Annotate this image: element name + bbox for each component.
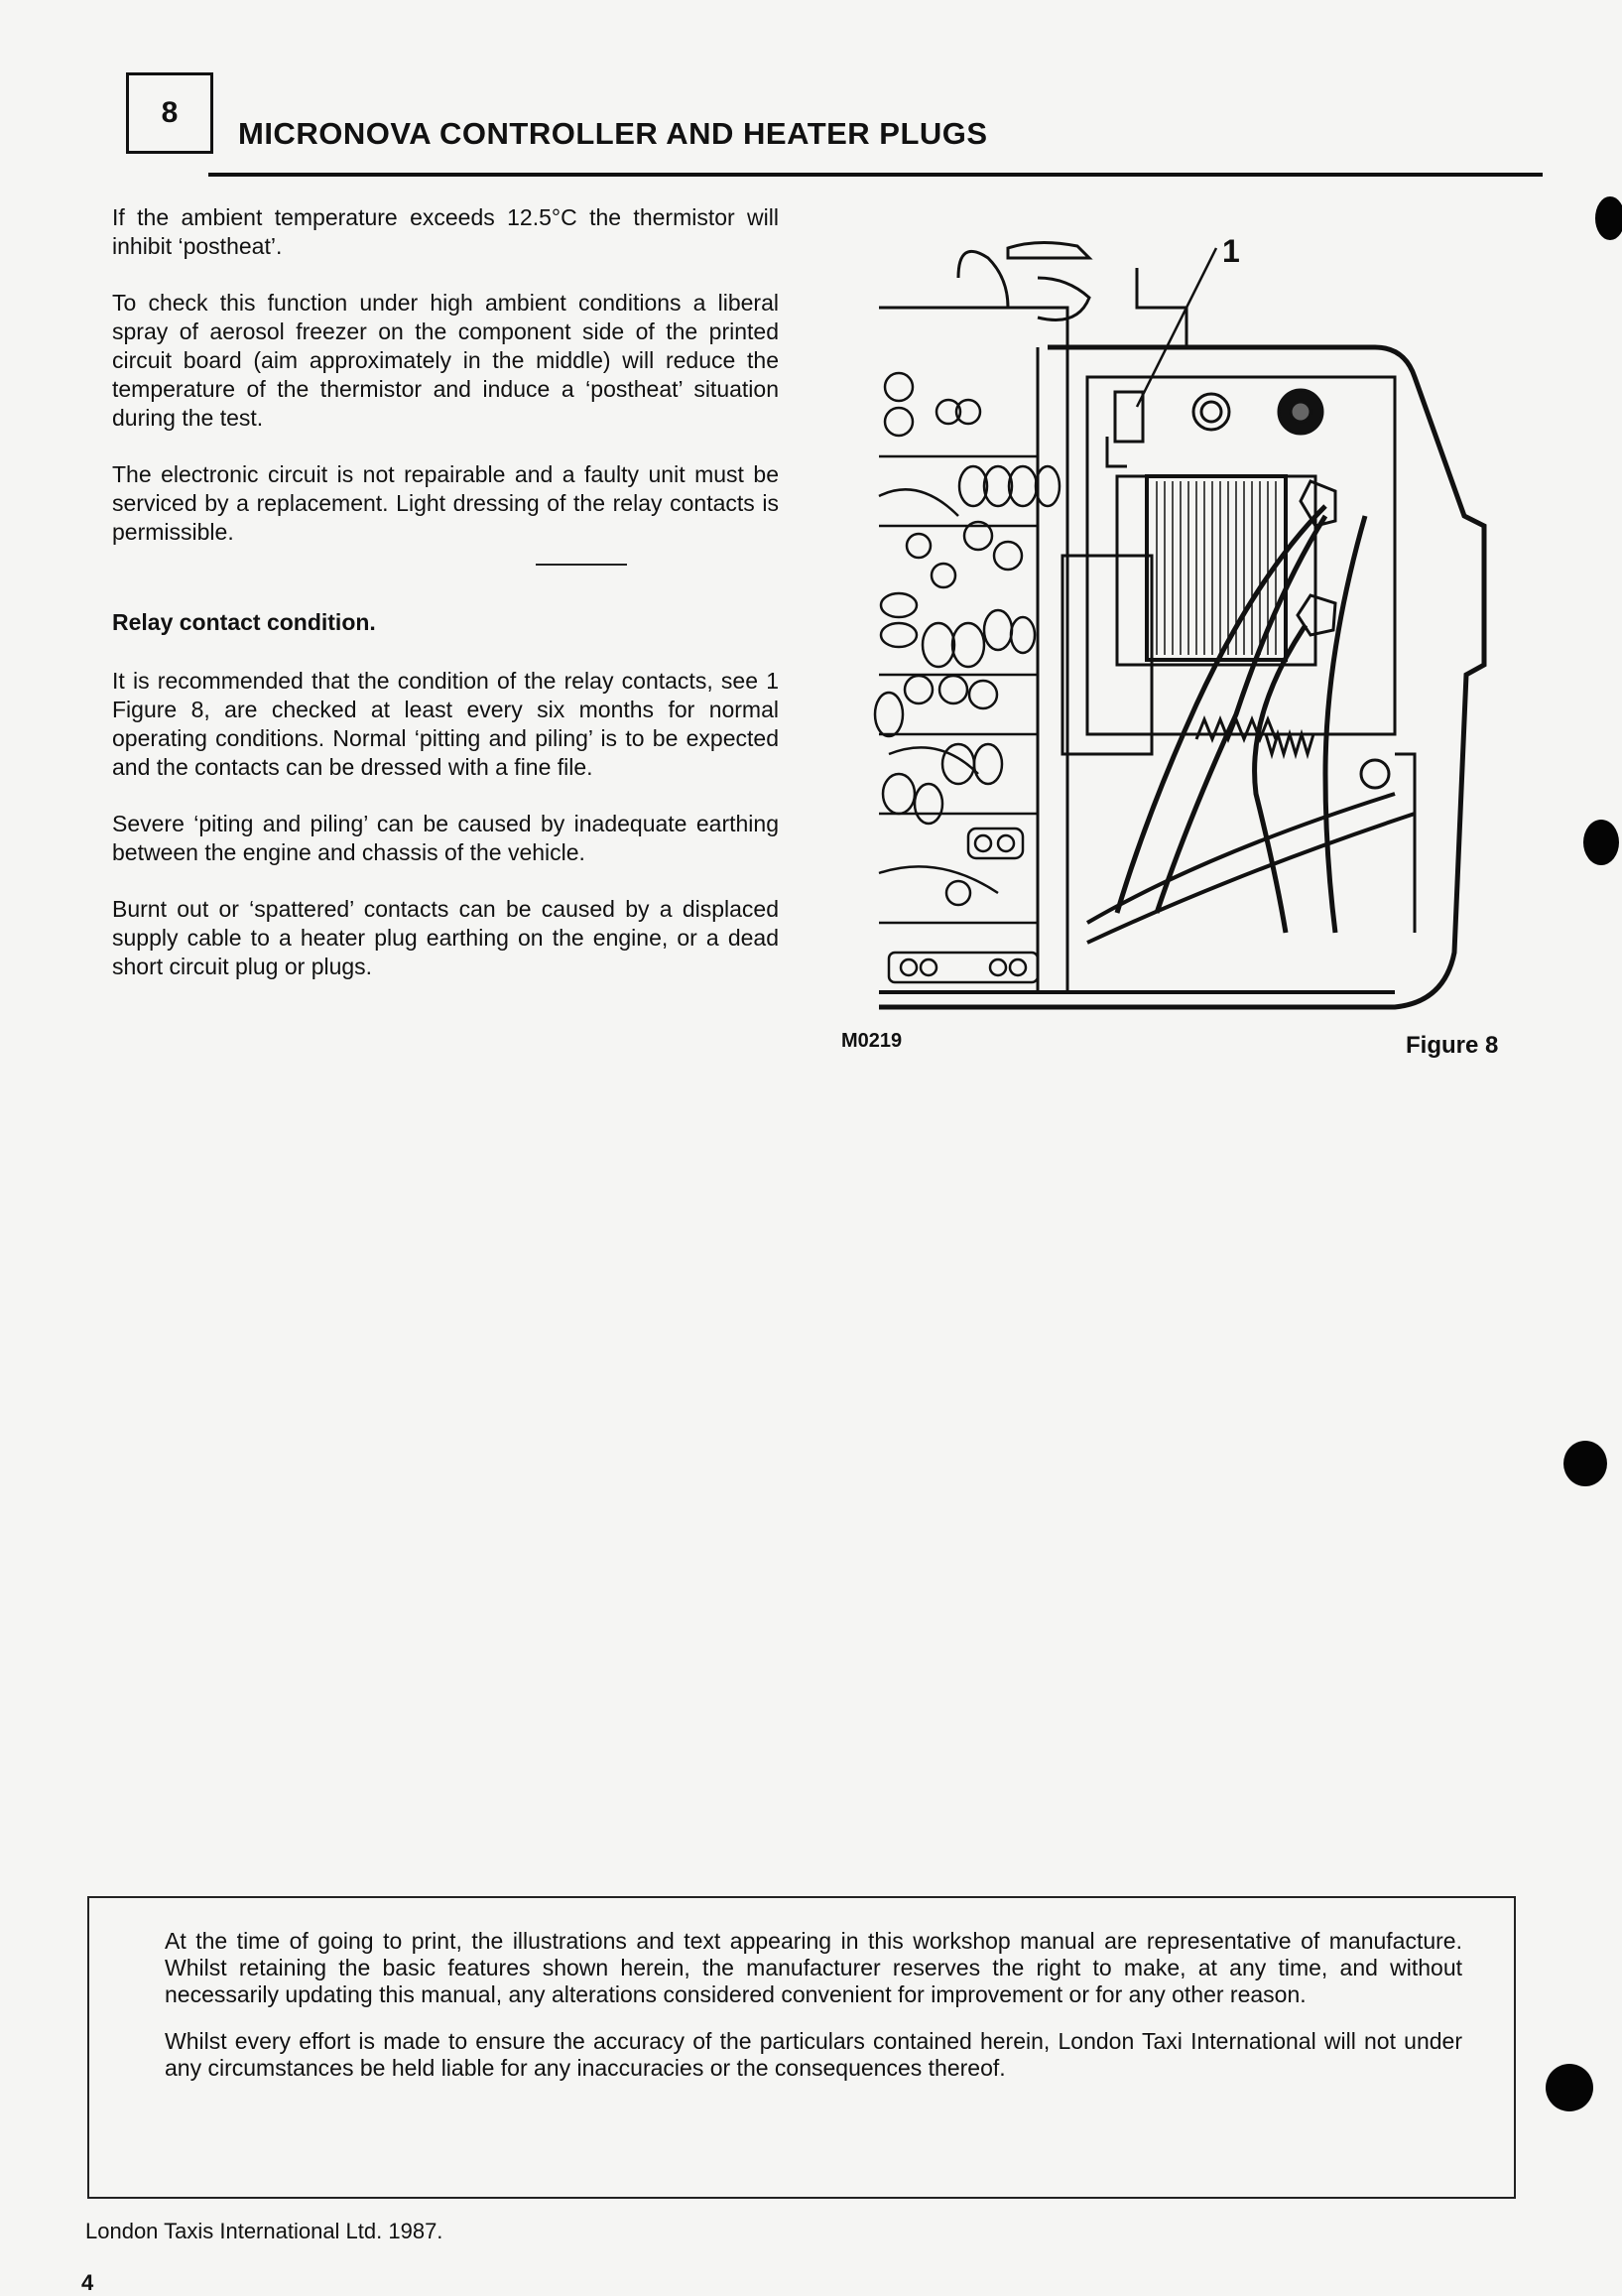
body-text-column: [112, 203, 779, 1009]
page-title: MICRONOVA CONTROLLER AND HEATER PLUGS: [238, 116, 988, 151]
disclaimer-paragraph-representative: At the time of going to print, the illustrations and text appearing in this workshop manual are representative of manufacture. Whilst retaining the basic features shown herein, the manufacturer reserves the right to make, at any time, and without necessarily updating this manual, any alterations considered convenient for improvement or for any other reason.: [165, 1928, 1462, 2007]
paragraph-ambient-temperature: If the ambient temperature exceeds 12.5°C the thermistor will inhibit ‘postheat’.: [112, 204, 779, 259]
punch-hole-decoration: [1546, 2064, 1593, 2111]
paragraph-burnt-contacts: Burnt out or ‘spattered’ contacts can be caused by a displaced supply cable to a heater plug earthing on the engine, or a dead short circuit plug or plugs.: [112, 896, 779, 979]
section-number-box: [126, 72, 213, 154]
figure-callout-1: 1: [1222, 233, 1240, 269]
punch-hole-decoration: [1583, 820, 1619, 865]
paragraph-relay-recommendation: It is recommended that the condition of the relay contacts, see 1 Figure 8, are checked at least every six months for normal operating conditions. Normal ‘pitting and piling’ is to be expected and the contacts can be dressed with a fine file.: [112, 668, 779, 780]
section-number: 8: [161, 96, 179, 129]
title-divider: [208, 173, 1543, 177]
subheading-relay-contact: Relay contact condition.: [112, 609, 376, 635]
punch-hole-decoration: [1563, 1441, 1607, 1486]
figure-code: M0219: [841, 1030, 903, 1052]
disclaimer-box: [87, 1896, 1516, 2199]
disclaimer-paragraph-liability: Whilst every effort is made to ensure the accuracy of the particulars contained herein, London Taxi International will not under any circumstances be held liable for any inaccuracies or the consequences thereof.: [165, 2028, 1462, 2081]
punch-hole-decoration: [1595, 196, 1622, 240]
footer-company: London Taxis International Ltd. 1987.: [85, 2219, 443, 2243]
page-number: 4: [81, 2270, 94, 2295]
paragraph-severe-pitting: Severe ‘piting and piling’ can be caused by inadequate earthing between the engine and chassis of the vehicle.: [112, 811, 779, 865]
relay-controller-illustration: [859, 238, 1534, 1022]
paragraph-not-repairable: The electronic circuit is not repairable and a faulty unit must be serviced by a replacement. Light dressing of the relay contacts is permissible.: [112, 461, 779, 545]
short-divider: [536, 564, 627, 566]
paragraph-high-ambient-check: To check this function under high ambient conditions a liberal spray of aerosol freezer on the component side of the printed circuit board (aim approximately in the middle) will reduce the temperature of the thermistor and induce a ‘postheat’ situation during the test.: [112, 290, 779, 431]
figure-caption: Figure 8: [1406, 1032, 1499, 1059]
